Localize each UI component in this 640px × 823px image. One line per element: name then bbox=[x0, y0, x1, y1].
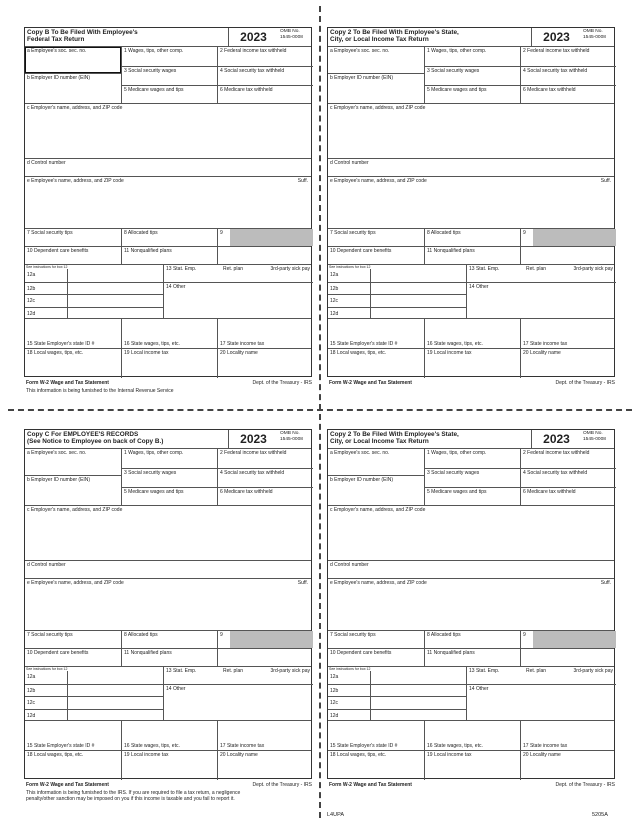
box-12d[interactable]: 12d bbox=[25, 307, 163, 319]
vertical-cut-line bbox=[319, 6, 321, 818]
box-13-checkboxes[interactable] bbox=[164, 667, 313, 684]
box-17-state-tax[interactable]: 17 State income tax bbox=[520, 721, 616, 750]
retirement-plan-label: Ret. plan bbox=[223, 266, 244, 272]
form-header bbox=[328, 430, 614, 449]
sick-pay-label: 3rd-party sick pay bbox=[573, 266, 613, 272]
identity-block bbox=[328, 449, 614, 506]
box-6-medicare-tax[interactable]: 6 Medicare tax withheld bbox=[521, 487, 616, 505]
suffix-label: Suff. bbox=[297, 580, 308, 586]
box-15-state-id[interactable]: 15 State Employer's state ID # bbox=[330, 743, 398, 749]
box-15-state-id[interactable]: 15 State Employer's state ID # bbox=[330, 341, 398, 347]
box-1-wages[interactable]: 1 Wages, tips, other comp. bbox=[427, 450, 487, 456]
copy-title: Copy 2 To Be Filed With Employee's State, City, or Local Income Tax Return bbox=[330, 431, 459, 446]
suffix-label: Suff. bbox=[600, 178, 611, 184]
box-5-medicare-wages[interactable]: 5 Medicare wages and tips bbox=[425, 487, 520, 505]
box-c-employer-address[interactable]: c Employer's name, address, and ZIP code bbox=[328, 506, 614, 561]
box-2-federal-tax[interactable]: 2 Federal income tax withheld bbox=[523, 450, 590, 456]
retirement-plan-label: Ret. plan bbox=[223, 668, 244, 674]
sick-pay-label: 3rd-party sick pay bbox=[270, 266, 310, 272]
box-12d[interactable]: 12d bbox=[328, 709, 466, 721]
form-name: Form W-2 Wage and Tax Statement bbox=[26, 782, 109, 788]
statutory-employee-label: 13 Stat. Emp. bbox=[469, 668, 500, 674]
box-9-shaded-area bbox=[533, 229, 616, 246]
box-12a[interactable]: 12a bbox=[25, 269, 163, 282]
form-name: Form W-2 Wage and Tax Statement bbox=[329, 380, 412, 386]
box-e-employee-address[interactable]: e Employee's name, address, and ZIP code Suff. bbox=[328, 579, 614, 631]
box-3-ss-wages[interactable]: 3 Social security wages bbox=[122, 66, 217, 85]
box-10-dependent-care[interactable]: 10 Dependent care benefits bbox=[330, 650, 392, 656]
box-a-employee-ssn[interactable]: a Employee's soc. sec. no. bbox=[27, 450, 87, 456]
box-3-ss-wages[interactable]: 3 Social security wages bbox=[425, 66, 520, 85]
w2-copy-2-state-top bbox=[327, 27, 615, 386]
box-6-medicare-tax[interactable]: 6 Medicare tax withheld bbox=[521, 85, 616, 103]
box-9: 9 bbox=[520, 229, 616, 246]
omb-number: OMB No. 1545-0008 bbox=[583, 29, 606, 40]
tax-year: 2023 bbox=[531, 430, 581, 448]
box-1-wages[interactable]: 1 Wages, tips, other comp. bbox=[124, 48, 184, 54]
box-16-state-wages[interactable]: 16 State wages, tips, etc. bbox=[121, 721, 217, 750]
box-12c[interactable]: 12c bbox=[25, 294, 163, 307]
sick-pay-label: 3rd-party sick pay bbox=[573, 668, 613, 674]
blank-box bbox=[520, 247, 616, 264]
identity-block bbox=[25, 47, 311, 104]
copy-title: Copy 2 To Be Filed With Employee's State, City, or Local Income Tax Return bbox=[330, 29, 459, 44]
irs-notice: This information is being furnished to the Internal Revenue Service bbox=[26, 388, 174, 394]
page-code-right: 5205A bbox=[592, 812, 608, 818]
box-9: 9 bbox=[217, 631, 313, 648]
box-d-control-number[interactable]: d Control number bbox=[25, 561, 311, 579]
box-11-nonqualified-plans[interactable]: 11 Nonqualified plans bbox=[121, 649, 217, 666]
box-19-local-tax[interactable]: 19 Local income tax bbox=[121, 349, 217, 378]
blank-box bbox=[520, 649, 616, 666]
box-7-ss-tips[interactable]: 7 Social security tips bbox=[330, 632, 376, 638]
form-header bbox=[25, 28, 311, 47]
box-2-federal-tax[interactable]: 2 Federal income tax withheld bbox=[220, 450, 287, 456]
box-11-nonqualified-plans[interactable]: 11 Nonqualified plans bbox=[424, 247, 520, 264]
box-3-ss-wages[interactable]: 3 Social security wages bbox=[122, 468, 217, 487]
box-10-dependent-care[interactable]: 10 Dependent care benefits bbox=[27, 650, 89, 656]
box-12-instructions: See instructions for box 12 bbox=[26, 667, 68, 671]
box-20-locality[interactable]: 20 Locality name bbox=[217, 349, 313, 378]
box-d-control-number[interactable]: d Control number bbox=[25, 159, 311, 177]
department-label: Dept. of the Treasury - IRS bbox=[252, 380, 312, 386]
department-label: Dept. of the Treasury - IRS bbox=[252, 782, 312, 788]
box-8-allocated-tips[interactable]: 8 Allocated tips bbox=[424, 229, 520, 246]
box-b-employer-ein[interactable]: b Employer ID number (EIN) bbox=[328, 475, 424, 505]
box-9: 9 bbox=[217, 229, 313, 246]
box-15-state-id[interactable]: 15 State Employer's state ID # bbox=[27, 341, 95, 347]
statutory-employee-label: 13 Stat. Emp. bbox=[469, 266, 500, 272]
box-a-employee-ssn[interactable]: a Employee's soc. sec. no. bbox=[330, 48, 390, 54]
box-12c[interactable]: 12c bbox=[328, 294, 466, 307]
box-12a[interactable]: 12a bbox=[328, 671, 466, 684]
box-18-local-wages[interactable]: 18 Local wages, tips, etc. bbox=[330, 350, 387, 356]
box-17-state-tax[interactable]: 17 State income tax bbox=[217, 721, 313, 750]
box-12a[interactable]: 12a bbox=[328, 269, 466, 282]
copy-title: Copy C For EMPLOYEE'S RECORDS (See Notice to Employee on back of Copy B.) bbox=[27, 431, 164, 446]
box-7-ss-tips[interactable]: 7 Social security tips bbox=[27, 230, 73, 236]
box-20-locality[interactable]: 20 Locality name bbox=[520, 349, 616, 378]
form-header bbox=[328, 28, 614, 47]
box-10-dependent-care[interactable]: 10 Dependent care benefits bbox=[27, 248, 89, 254]
box-16-state-wages[interactable]: 16 State wages, tips, etc. bbox=[424, 721, 520, 750]
box-12b[interactable]: 12b bbox=[328, 684, 466, 697]
department-label: Dept. of the Treasury - IRS bbox=[555, 782, 615, 788]
omb-number: OMB No. 1545-0008 bbox=[280, 29, 303, 40]
box-18-local-wages[interactable]: 18 Local wages, tips, etc. bbox=[27, 752, 84, 758]
box-19-local-tax[interactable]: 19 Local income tax bbox=[424, 349, 520, 378]
box-18-local-wages[interactable]: 18 Local wages, tips, etc. bbox=[330, 752, 387, 758]
box-c-employer-address[interactable]: c Employer's name, address, and ZIP code bbox=[25, 506, 311, 561]
box-1-wages[interactable]: 1 Wages, tips, other comp. bbox=[427, 48, 487, 54]
retirement-plan-label: Ret. plan bbox=[526, 668, 547, 674]
box-1-wages[interactable]: 1 Wages, tips, other comp. bbox=[124, 450, 184, 456]
box-12d[interactable]: 12d bbox=[328, 307, 466, 319]
box-19-local-tax[interactable]: 19 Local income tax bbox=[121, 751, 217, 780]
identity-block bbox=[25, 449, 311, 506]
w2-copy-2-state-bottom bbox=[327, 429, 615, 788]
box-9-shaded-area bbox=[230, 229, 313, 246]
blank-box bbox=[217, 649, 313, 666]
form-name: Form W-2 Wage and Tax Statement bbox=[26, 380, 109, 386]
retirement-plan-label: Ret. plan bbox=[526, 266, 547, 272]
box-14-other[interactable]: 14 Other bbox=[467, 282, 616, 318]
box-b-employer-ein[interactable]: b Employer ID number (EIN) bbox=[25, 475, 121, 505]
box-11-nonqualified-plans[interactable]: 11 Nonqualified plans bbox=[424, 649, 520, 666]
box-20-locality[interactable]: 20 Locality name bbox=[217, 751, 313, 780]
omb-number: OMB No. 1545-0008 bbox=[583, 431, 606, 442]
suffix-label: Suff. bbox=[297, 178, 308, 184]
box-c-employer-address[interactable]: c Employer's name, address, and ZIP code bbox=[328, 104, 614, 159]
tax-year: 2023 bbox=[228, 430, 278, 448]
box-9-shaded-area bbox=[230, 631, 313, 648]
box-9: 9 bbox=[520, 631, 616, 648]
box-8-allocated-tips[interactable]: 8 Allocated tips bbox=[121, 631, 217, 648]
box-12c[interactable]: 12c bbox=[328, 696, 466, 709]
box-2-federal-tax[interactable]: 2 Federal income tax withheld bbox=[220, 48, 287, 54]
box-d-control-number[interactable]: d Control number bbox=[328, 159, 614, 177]
box-15-state-id[interactable]: 15 State Employer's state ID # bbox=[27, 743, 95, 749]
box-5-medicare-wages[interactable]: 5 Medicare wages and tips bbox=[122, 487, 217, 505]
page-code-left: L4UPA bbox=[327, 812, 345, 818]
box-e-employee-address[interactable]: e Employee's name, address, and ZIP code Suff. bbox=[25, 177, 311, 229]
tax-year: 2023 bbox=[228, 28, 278, 46]
copy-title: Copy B To Be Filed With Employee's Federal Tax Return bbox=[27, 29, 138, 44]
identity-block bbox=[328, 47, 614, 104]
box-12b[interactable]: 12b bbox=[25, 684, 163, 697]
box-4-ss-tax[interactable]: 4 Social security tax withheld bbox=[521, 468, 616, 487]
box-e-employee-address[interactable]: e Employee's name, address, and ZIP code Suff. bbox=[328, 177, 614, 229]
tax-year: 2023 bbox=[531, 28, 581, 46]
box-a-employee-ssn[interactable]: a Employee's soc. sec. no. bbox=[25, 47, 121, 73]
box-3-ss-wages[interactable]: 3 Social security wages bbox=[425, 468, 520, 487]
box-5-medicare-wages[interactable]: 5 Medicare wages and tips bbox=[425, 85, 520, 103]
box-b-employer-ein[interactable]: b Employer ID number (EIN) bbox=[25, 73, 121, 103]
statutory-employee-label: 13 Stat. Emp. bbox=[166, 266, 197, 272]
box-e-employee-address[interactable]: e Employee's name, address, and ZIP code Suff. bbox=[25, 579, 311, 631]
box-c-employer-address[interactable]: c Employer's name, address, and ZIP code bbox=[25, 104, 311, 159]
box-13-checkboxes[interactable] bbox=[467, 667, 616, 684]
w2-copy-c-employee bbox=[24, 429, 312, 802]
w2-copy-b-federal bbox=[24, 27, 312, 394]
box-18-local-wages[interactable]: 18 Local wages, tips, etc. bbox=[27, 350, 84, 356]
box-17-state-tax[interactable]: 17 State income tax bbox=[520, 319, 616, 348]
box-9-shaded-area bbox=[533, 631, 616, 648]
irs-notice: This information is being furnished to the IRS. If you are required to file a tax return, a negligence penalty/other sanction may be imposed on you if this income is taxable and you fail to report it. bbox=[26, 790, 241, 802]
box-12-instructions: See instructions for box 12 bbox=[329, 667, 371, 671]
form-name: Form W-2 Wage and Tax Statement bbox=[329, 782, 412, 788]
box-12-instructions: See instructions for box 12 bbox=[26, 265, 68, 269]
box-7-ss-tips[interactable]: 7 Social security tips bbox=[27, 632, 73, 638]
box-11-nonqualified-plans[interactable]: 11 Nonqualified plans bbox=[121, 247, 217, 264]
box-5-medicare-wages[interactable]: 5 Medicare wages and tips bbox=[122, 85, 217, 103]
box-12c[interactable]: 12c bbox=[25, 696, 163, 709]
department-label: Dept. of the Treasury - IRS bbox=[555, 380, 615, 386]
box-d-control-number[interactable]: d Control number bbox=[328, 561, 614, 579]
box-13-checkboxes[interactable] bbox=[467, 265, 616, 282]
box-12b[interactable]: 12b bbox=[328, 282, 466, 295]
box-14-other[interactable]: 14 Other bbox=[164, 684, 313, 720]
box-b-employer-ein[interactable]: b Employer ID number (EIN) bbox=[328, 73, 424, 103]
blank-box bbox=[217, 247, 313, 264]
box-20-locality[interactable]: 20 Locality name bbox=[520, 751, 616, 780]
box-17-state-tax[interactable]: 17 State income tax bbox=[217, 319, 313, 348]
box-12d[interactable]: 12d bbox=[25, 709, 163, 721]
omb-number: OMB No. 1545-0008 bbox=[280, 431, 303, 442]
box-16-state-wages[interactable]: 16 State wages, tips, etc. bbox=[121, 319, 217, 348]
box-8-allocated-tips[interactable]: 8 Allocated tips bbox=[121, 229, 217, 246]
box-14-other[interactable]: 14 Other bbox=[467, 684, 616, 720]
box-12b[interactable]: 12b bbox=[25, 282, 163, 295]
box-4-ss-tax[interactable]: 4 Social security tax withheld bbox=[218, 66, 313, 85]
box-12a[interactable]: 12a bbox=[25, 671, 163, 684]
box-6-medicare-tax[interactable]: 6 Medicare tax withheld bbox=[218, 487, 313, 505]
suffix-label: Suff. bbox=[600, 580, 611, 586]
box-7-ss-tips[interactable]: 7 Social security tips bbox=[330, 230, 376, 236]
box-16-state-wages[interactable]: 16 State wages, tips, etc. bbox=[424, 319, 520, 348]
horizontal-cut-line bbox=[8, 409, 632, 411]
sick-pay-label: 3rd-party sick pay bbox=[270, 668, 310, 674]
box-4-ss-tax[interactable]: 4 Social security tax withheld bbox=[521, 66, 616, 85]
statutory-employee-label: 13 Stat. Emp. bbox=[166, 668, 197, 674]
box-13-checkboxes[interactable] bbox=[164, 265, 313, 282]
box-12-instructions: See instructions for box 12 bbox=[329, 265, 371, 269]
box-a-employee-ssn[interactable]: a Employee's soc. sec. no. bbox=[330, 450, 390, 456]
box-19-local-tax[interactable]: 19 Local income tax bbox=[424, 751, 520, 780]
box-8-allocated-tips[interactable]: 8 Allocated tips bbox=[424, 631, 520, 648]
box-4-ss-tax[interactable]: 4 Social security tax withheld bbox=[218, 468, 313, 487]
box-14-other[interactable]: 14 Other bbox=[164, 282, 313, 318]
form-header bbox=[25, 430, 311, 449]
box-10-dependent-care[interactable]: 10 Dependent care benefits bbox=[330, 248, 392, 254]
box-2-federal-tax[interactable]: 2 Federal income tax withheld bbox=[523, 48, 590, 54]
box-6-medicare-tax[interactable]: 6 Medicare tax withheld bbox=[218, 85, 313, 103]
